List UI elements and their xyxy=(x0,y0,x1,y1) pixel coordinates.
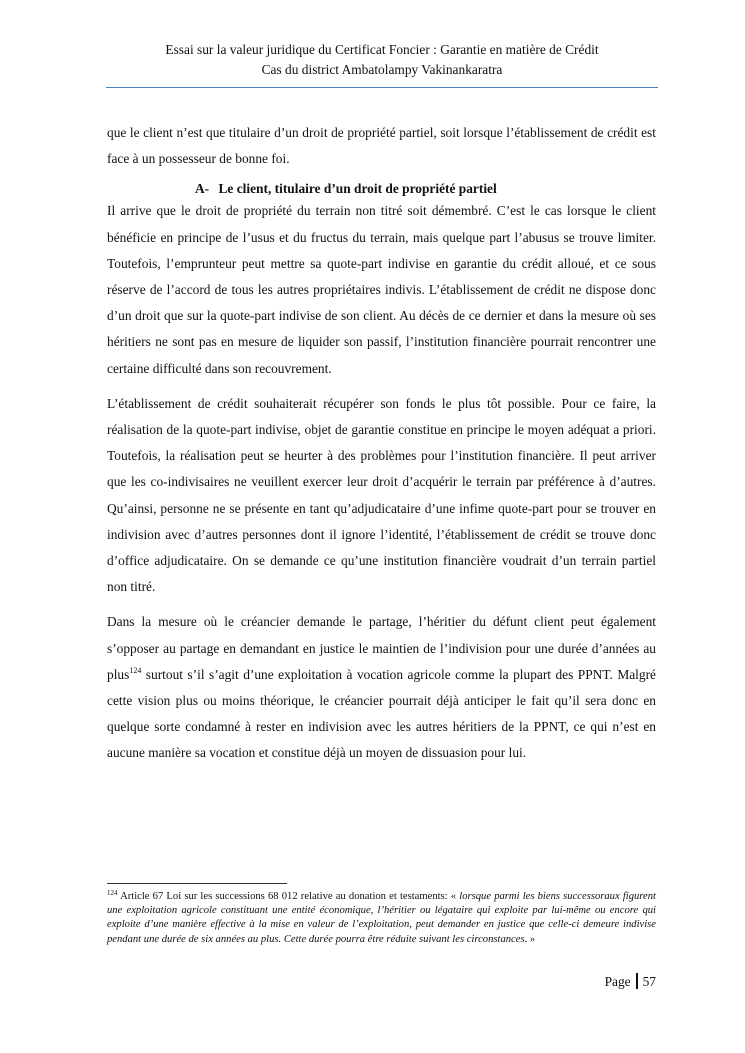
page-footer xyxy=(605,973,656,990)
footnote-separator xyxy=(107,883,287,884)
section-number: A- xyxy=(195,181,210,197)
footnote-reference[interactable]: 124 xyxy=(129,665,142,675)
footnote xyxy=(107,890,656,947)
page-label: Page xyxy=(604,974,631,989)
intro-paragraph: que le client n’est que titulaire d’un droit de propriété partiel, soit lorsque l’établissement de crédit est face à un possesseur de bonne foi. xyxy=(107,125,656,167)
header-title-line: Essai sur la valeur juridique du Certificat Foncier : Garantie en matière de Crédit xyxy=(165,42,599,57)
section-title: Le client, titulaire d’un droit de propriété partiel xyxy=(218,181,497,197)
footnote-lead: Article 67 Loi sur les successions 68 012 relative au donation et testaments: « xyxy=(117,891,460,902)
header-divider xyxy=(106,87,658,88)
paragraph-1: Il arrive que le droit de propriété du terrain non titré soit démembré. C’est le cas lorsque le client bénéficie en principe de l’usus et du fructus du terrain, mais quelque part l’abusus se trouve limiter. Toutefois, l’emprunteur peut mettre sa quote-part indivise en garantie du crédit alloué, et ce sous réserve de l’accord de tous les autres propriétaires indivis. L’établissement de crédit ne dispose donc d’un droit que sur la quote-part indivise de son client. Au décès de ce dernier et dans la mesure où ses héritiers ne sont pas en mesure de liquider son passif, l’institution financière pourrait rencontrer une certaine difficulté dans son recouvrement. xyxy=(107,203,656,376)
footnote-quote: lorsque parmi les biens successoraux figurent une exploitation agricole constituant une entité économique, l’héritier ou légataire qui exploite par lui-même ou encore qui exploite d’une manière effective à la mise en valeur de l’exploitation, peut demander en justice que celle-ci demeure indivise pendant une durée de six années au plus. Cette durée pourra être réduite suivant les circonstances xyxy=(107,891,656,945)
main-text xyxy=(107,120,656,776)
paragraph-3-text-a: Dans la mesure où le créancier demande le partage, l’héritier du défunt client peut également s’opposer au partage en demandant en justice le maintien de l’indivision pour une durée d’années au plus xyxy=(107,614,656,682)
page-number: 57 xyxy=(642,974,656,989)
paragraph-3-text-b: surtout s’il s’agit d’une exploitation à vocation agricole comme la plupart des PPNT. Malgré cette vision plus ou moins théorique, le créancier pourrait déjà anticiper le fait qu’il sera donc en quelque sorte condamné à rester en indivision avec les autres héritiers de la PPNT, ce qui n’est en aucune manière sa vocation et constitue déjà un moyen de dissuasion pour lui. xyxy=(107,666,656,761)
paragraph-2: L’établissement de crédit souhaiterait récupérer son fonds le plus tôt possible. Pour ce faire, la réalisation de la quote-part indivise, objet de garantie constitue en principe le moyen adéquat a priori. Toutefois, la réalisation peut se heurter à des problèmes pour l’institution financière. Il peut arriver que les co-indivisaires ne veuillent exercer leur droit d’acquérir le terrain par préférence à d’autres. Qu’ainsi, personne ne se présente en tant qu’adjudicataire d’une infime quote-part pour se trouver en indivision avec d’autres personnes dont il ignore l’identité, l’établissement de crédit se trouve donc d’office adjudicataire. On se demande ce qu’une institution financière voudrait d’un terrain partiel non titré. xyxy=(107,395,656,595)
paragraph-3 xyxy=(107,609,656,766)
page-separator xyxy=(636,973,638,989)
footnote-number: 124 xyxy=(107,889,118,897)
running-header xyxy=(106,40,658,80)
footnote-tail: . » xyxy=(524,933,536,945)
header-subtitle-line: Cas du district Ambatolampy Vakinankaratra xyxy=(261,62,503,77)
